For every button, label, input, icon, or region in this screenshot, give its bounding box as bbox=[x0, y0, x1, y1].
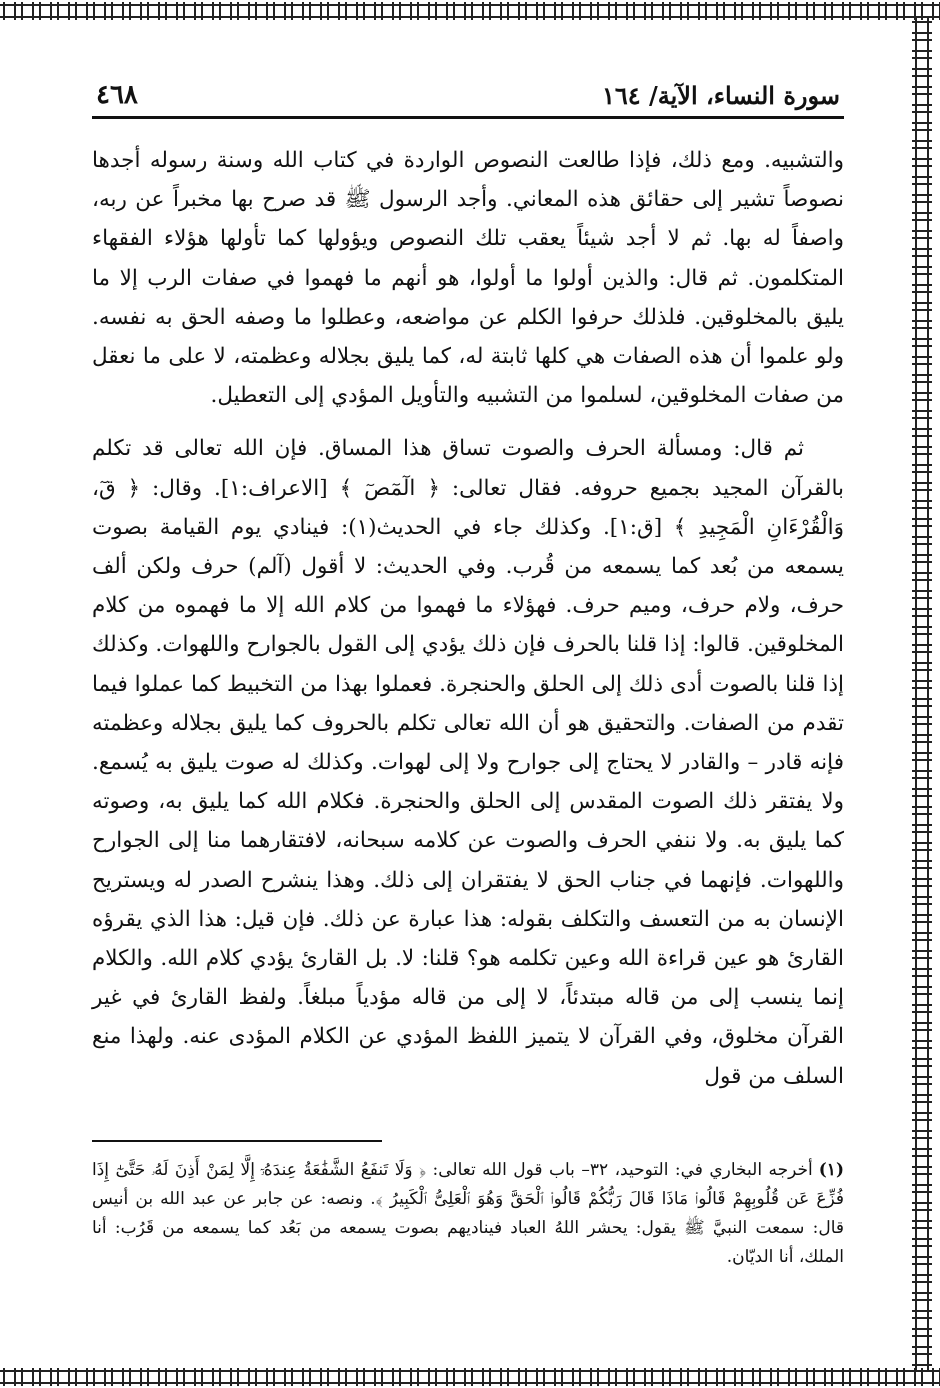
footnote-number: (١) bbox=[818, 1160, 844, 1180]
footnote bbox=[92, 1156, 844, 1272]
book-page bbox=[92, 66, 844, 1356]
decorative-border-right bbox=[912, 18, 932, 1370]
footnote-text: أخرجه البخاري في: التوحيد، ٣٢– باب قول الله تعالى: ﴿ وَلَا تَنفَعُ الشَّفَٰعَةُ عِندَهُۥٓ إِلَّا لِمَنْ أَذِنَ لَهُۥ حَتَّىٰٓ إِذَا فُزِّعَ عَن قُلُوبِهِمْ قَالُوا۟ مَاذَا قَالَ رَبُّكُمْ قَالُوا۟ ٱلْحَقَّ وَهُوَ ٱلْعَلِىُّ ٱلْكَبِيرُ ﴾. ونصه: عن جابر عن عبد الله بن أنيس قال: سمعت النبيَّ ﷺ يقول: يحشر اللهُ العباد فيناديهم بصوت يسمعه من بَعُد كما يسمعه من قَرُب: أنا الملك، أنا الديّان. bbox=[92, 1160, 844, 1267]
page-header bbox=[92, 66, 844, 119]
page-body bbox=[92, 141, 844, 1096]
footnote-divider bbox=[92, 1140, 382, 1142]
decorative-border-top bbox=[0, 2, 940, 20]
paragraph: ثم قال: ومسألة الحرف والصوت تساق هذا المساق. فإن الله تعالى قد تكلم بالقرآن المجيد بجميع حروفه. فقال تعالى: ﴿ الٓمٓصٓ ﴾ [الاعراف:١]. وقال: ﴿ قٓ، وَالْقُرْءَانِ الْمَجِيدِ ﴾ [ق:١]. وكذلك جاء في الحديث(١): فينادي يوم القيامة بصوت يسمعه من بُعد كما يسمعه من قُرب. وفي الحديث: لا أقول (آلم) حرف ولكن ألف حرف، ولام حرف، وميم حرف. فهؤلاء ما فهموا من كلام الله إلا ما فهموه من كلام المخلوقين. قالوا: إذا قلنا بالحرف فإن ذلك يؤدي إلى القول بالجوارح واللهوات. وكذلك إذا قلنا بالصوت أدى ذلك إلى الحلق والحنجرة. فعملوا بهذا من التخبيط كما عملوا فيما تقدم من الصفات. والتحقيق هو أن الله تعالى تكلم بالحروف كما يليق بجلاله وعظمته فإنه قادر – والقادر لا يحتاج إلى جوارح ولا إلى لهوات. وكذلك له صوت يليق به يُسمع. ولا يفتقر ذلك الصوت المقدس إلى الحلق والحنجرة. فكلام الله كما يليق به، وصوته كما يليق به. ولا ننفي الحرف والصوت عن كلامه سبحانه، لافتقارهما منا إلى الجوارح واللهوات. فإنهما في جناب الحق لا يفتقران إلى ذلك. وهذا ينشرح الصدر له ويستريح الإنسان به من التعسف والتكلف بقوله: هذا عبارة عن ذلك. فإن قيل: هذا الذي يقرؤه القارئ هو عين قراءة الله وعين تكلمه هو؟ قلنا: لا. بل القارئ يؤدي كلام الله. والكلام إنما ينسب إلى من قاله مبتدئاً، لا إلى من قاله مؤدياً مبلغاً. ولفظ القارئ في غير القرآن مخلوق، وفي القرآن لا يتميز اللفظ المؤدي عن الكلام المؤدى عنه. ولهذا منع السلف من قول bbox=[92, 436, 844, 1089]
decorative-border-bottom bbox=[0, 1368, 940, 1386]
surah-title: سورة النساء، الآية/ ١٦٤ bbox=[601, 81, 840, 110]
page-number: ٤٦٨ bbox=[96, 80, 138, 110]
paragraph: والتشبيه. ومع ذلك، فإذا طالعت النصوص الواردة في كتاب الله وسنة رسوله أجدها نصوصاً تشير إلى حقائق هذه المعاني. وأجد الرسول ﷺ قد صرح بها مخبراً عن ربه، واصفاً له بها. ثم لا أجد شيئاً يعقب تلك النصوص ويؤولها كما تأولها هؤلاء الفقهاء المتكلمون. ثم قال: والذين أولوا ما أولوا، هو أنهم ما فهموا في صفات الرب إلا ما يليق بالمخلوقين. فلذلك حرفوا الكلم عن مواضعه، وعطلوا ما وصفه الحق به نفسه. ولو علموا أن هذه الصفات هي كلها ثابتة له، كما يليق بجلاله وعظمته، لا على ما نعقل من صفات المخلوقين، لسلموا من التشبيه والتأويل المؤدي إلى التعطيل. bbox=[92, 148, 844, 409]
